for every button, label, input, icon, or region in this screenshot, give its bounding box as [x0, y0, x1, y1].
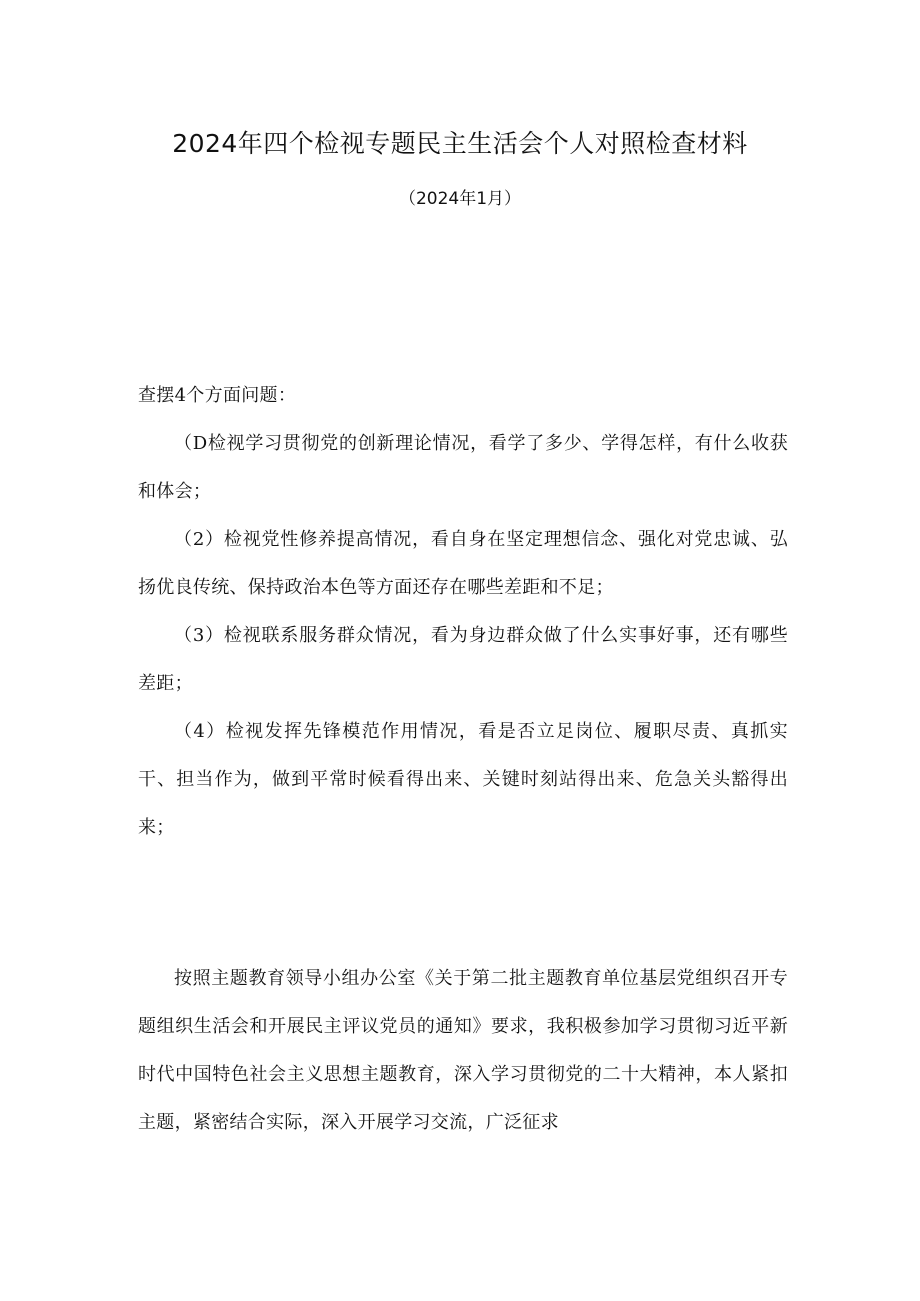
problem-item-1: （D检视学习贯彻党的创新理论情况，看学了多少、学得怎样，有什么收获和体会；: [138, 433, 788, 502]
document-title: 2024年四个检视专题民主生活会个人对照检查材料: [172, 129, 748, 158]
problem-item-4: （4）检视发挥先锋模范作用情况，看是否立足岗位、履职尽责、真抓实干、担当作为，做到平常时候看得出来、关键时刻站得出来、危急关头豁得出来；: [138, 721, 788, 838]
document-date: （2024年1月）: [398, 189, 522, 209]
body-paragraph: 按照主题教育领导小组办公室《关于第二批主题教育单位基层党组织召开专题组织生活会和开展民主评议党员的通知》要求，我积极参加学习贯彻习近平新时代中国特色社会主义思想主题教育，深入学习贯彻党的二十大精神，本人紧扣主题，紧密结合实际，深入开展学习交流，广泛征求: [138, 968, 788, 1133]
intro-line: 查摆4个方面问题：: [138, 385, 297, 406]
body-paragraph-section: [138, 955, 788, 1147]
problem-item-2: （2）检视党性修养提高情况，看自身在坚定理想信念、强化对党忠诚、弘扬优良传统、保持政治本色等方面还存在哪些差距和不足；: [138, 529, 788, 598]
problem-list-section: [138, 372, 788, 852]
problem-item-3: （3）检视联系服务群众情况，看为身边群众做了什么实事好事，还有哪些差距；: [138, 625, 788, 694]
